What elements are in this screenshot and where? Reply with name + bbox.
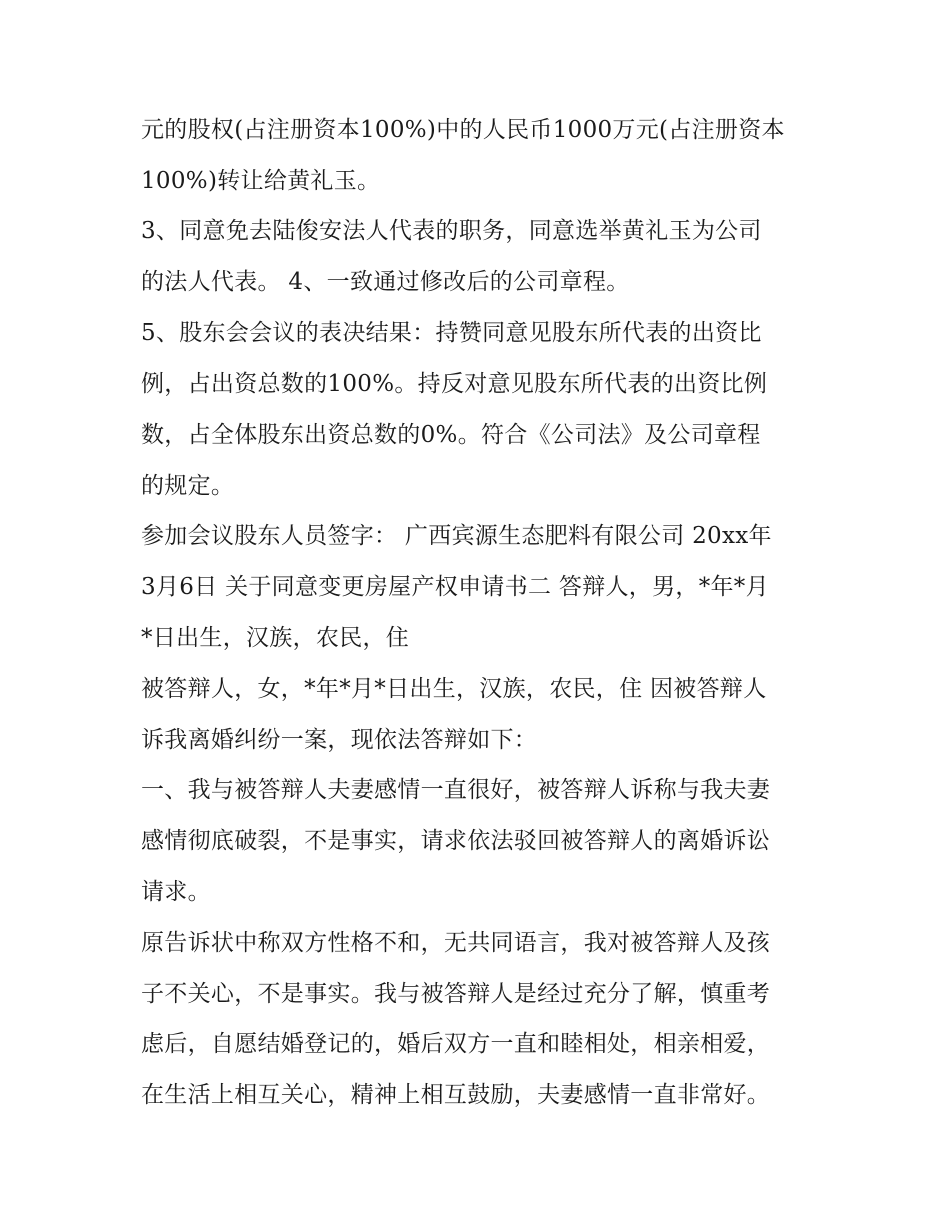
text-line: 请求。 xyxy=(141,879,211,905)
text-line: 被答辩人，女，*年*月*日出生，汉族，农民，住 因被答辩人 xyxy=(141,676,767,702)
text-line: 的法人代表。 4、一致通过修改后的公司章程。 xyxy=(141,269,630,295)
text-line: 一、我与被答辩人夫妻感情一直很好，被答辩人诉称与我夫妻 xyxy=(141,777,771,803)
text-line: *日出生，汉族，农民，住 xyxy=(141,625,410,651)
text-line: 100%)转让给黄礼玉。 xyxy=(141,168,381,194)
text-line: 在生活上相互关心，精神上相互鼓励，夫妻感情一直非常好。 xyxy=(141,1082,771,1108)
text-line: 子不关心，不是事实。我与被答辩人是经过充分了解，慎重考 xyxy=(141,981,771,1007)
text-line: 原告诉状中称双方性格不和，无共同语言，我对被答辩人及孩 xyxy=(141,930,771,956)
text-line: 的规定。 xyxy=(141,473,235,499)
text-line: 感情彻底破裂，不是事实，请求依法驳回被答辩人的离婚诉讼 xyxy=(141,828,771,854)
text-line: 3、同意免去陆俊安法人代表的职务，同意选举黄礼玉为公司 xyxy=(141,218,762,244)
text-line: 3月6日 关于同意变更房屋产权申请书二 答辩人，男，*年*月 xyxy=(141,574,769,600)
text-line: 参加会议股东人员签字： 广西宾源生态肥料有限公司 20xx年 xyxy=(141,523,772,549)
text-line: 虑后，自愿结婚登记的，婚后双方一直和睦相处，相亲相爱， xyxy=(141,1031,771,1057)
text-line: 诉我离婚纠纷一案，现依法答辩如下： xyxy=(141,727,538,753)
text-line: 5、股东会会议的表决结果：持赞同意见股东所代表的出资比 xyxy=(141,320,762,346)
text-line: 例，占出资总数的100%。持反对意见股东所代表的出资比例 xyxy=(141,371,768,397)
text-line: 数，占全体股东出资总数的0%。符合《公司法》及公司章程 xyxy=(141,422,761,448)
text-line: 元的股权(占注册资本100%)中的人民币1000万元(占注册资本 xyxy=(141,117,785,143)
